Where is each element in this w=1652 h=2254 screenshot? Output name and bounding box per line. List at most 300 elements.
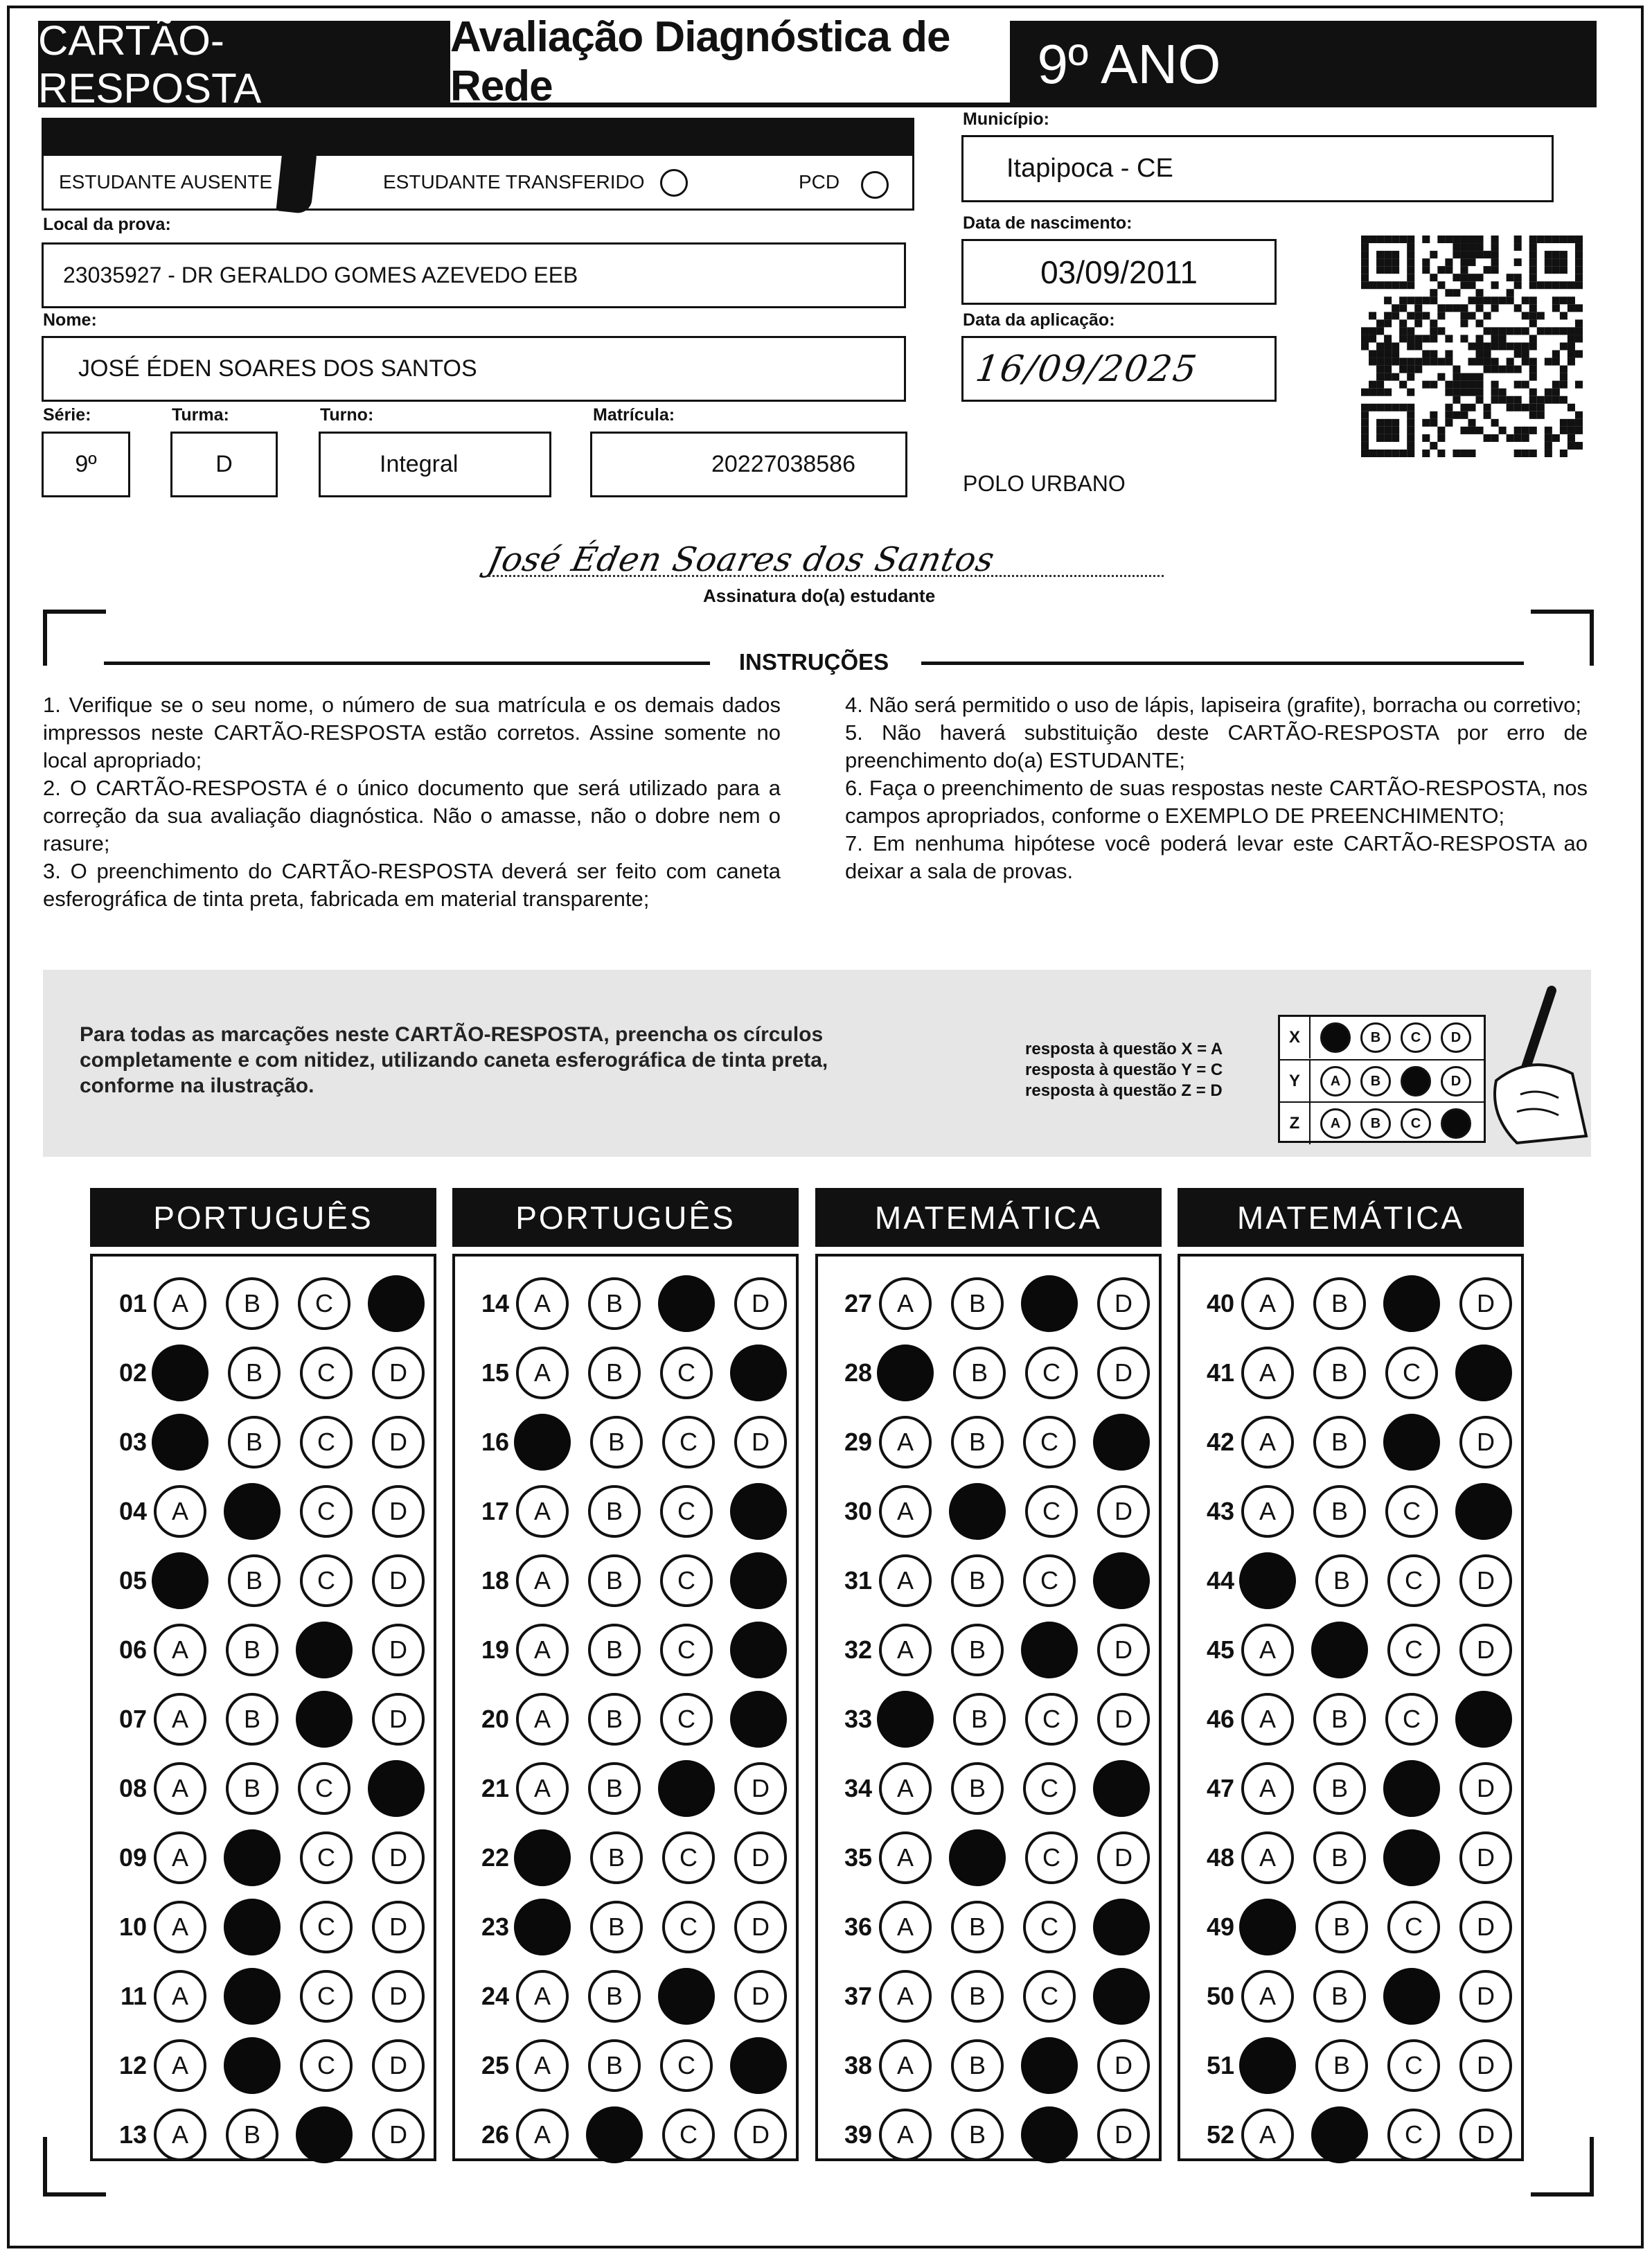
answer-bubble-c[interactable]: C	[300, 1554, 353, 1607]
answer-bubble-a[interactable]: A	[516, 1970, 569, 2023]
answer-row	[818, 1269, 1159, 1338]
answer-bubble-d[interactable]	[1093, 1414, 1150, 1471]
local-field	[42, 242, 906, 308]
answer-bubble-c[interactable]: C	[300, 1416, 353, 1468]
answer-bubble-d[interactable]: D	[1459, 1762, 1512, 1815]
instruction-item: 4. Não será permitido o uso de lápis, lapiseira (grafite), borracha ou corretivo;	[845, 693, 1582, 717]
answer-bubble-d[interactable]: D	[1097, 1347, 1150, 1399]
answer-bubble-d[interactable]: D	[1097, 1693, 1150, 1746]
answer-bubble-c[interactable]: C	[300, 1970, 353, 2023]
answer-bubble-c[interactable]	[296, 1622, 353, 1678]
question-number: 36	[844, 1913, 872, 1941]
answer-bubble-b[interactable]: B	[228, 1347, 281, 1399]
question-number: 42	[1206, 1428, 1234, 1456]
grade-title: 9º ANO	[1037, 33, 1221, 95]
answer-row	[93, 2100, 434, 2169]
answer-bubble-b[interactable]: B	[228, 1416, 281, 1468]
answer-bubble-c[interactable]: C	[662, 1416, 715, 1468]
answer-bubble-b[interactable]: B	[226, 1624, 278, 1676]
aplicacao-field	[961, 336, 1277, 402]
answer-bubble-c[interactable]: C	[1385, 1347, 1438, 1399]
answer-bubble-d[interactable]	[1455, 1345, 1512, 1401]
answer-bubble-c[interactable]: C	[1387, 1554, 1440, 1607]
answer-bubble-b[interactable]	[1311, 1622, 1368, 1678]
question-number: 12	[118, 2051, 147, 2079]
answer-row	[93, 2031, 434, 2100]
question-number: 02	[118, 1358, 147, 1387]
answer-bubble-c[interactable]: C	[662, 2109, 715, 2161]
answer-bubble-c[interactable]: C	[300, 1831, 353, 1884]
answer-bubble-a[interactable]	[152, 1414, 208, 1471]
answer-bubble-a[interactable]	[877, 1691, 934, 1748]
answer-bubble-a[interactable]	[1239, 2037, 1296, 2094]
answer-bubble-a[interactable]: A	[516, 1624, 569, 1676]
answer-row	[818, 1408, 1159, 1477]
question-number: 35	[844, 1843, 872, 1872]
answer-bubble-b[interactable]: B	[588, 1277, 641, 1330]
turma-label: Turma:	[172, 405, 229, 425]
answer-bubble-c[interactable]: C	[1025, 1485, 1078, 1538]
answer-bubble-c[interactable]: C	[1025, 1693, 1078, 1746]
answer-bubble-d[interactable]: D	[372, 1554, 425, 1607]
answer-bubble-d[interactable]: D	[372, 1624, 425, 1676]
answer-bubble-d[interactable]	[1093, 1760, 1150, 1817]
answer-row	[818, 1962, 1159, 2031]
question-number: 45	[1206, 1635, 1234, 1664]
answer-bubble-b[interactable]: B	[588, 1485, 641, 1538]
answer-bubble-d[interactable]: D	[1459, 2039, 1512, 2092]
answer-bubble-d[interactable]: D	[1459, 1277, 1512, 1330]
answer-bubble-b[interactable]: B	[588, 1970, 641, 2023]
answer-bubble-b[interactable]	[1311, 2106, 1368, 2163]
answer-bubble-c[interactable]: C	[1023, 1416, 1076, 1468]
answer-bubble-b[interactable]: B	[1313, 1277, 1366, 1330]
answer-bubble-c[interactable]	[1021, 2106, 1078, 2163]
answer-bubble-d[interactable]	[730, 1345, 787, 1401]
answer-bubble-c[interactable]: C	[1385, 1693, 1438, 1746]
answer-bubble-a[interactable]: A	[879, 1901, 932, 1953]
answer-bubble-a[interactable]	[1239, 1552, 1296, 1609]
matricula-label: Matrícula:	[593, 405, 675, 425]
answer-bubble-d[interactable]: D	[372, 1693, 425, 1746]
answer-bubble-d[interactable]	[730, 1483, 787, 1540]
answer-bubble-a[interactable]: A	[154, 1485, 206, 1538]
instruction-item: 2. O CARTÃO-RESPOSTA é o único documento que será utilizado para a correção da sua avaliação diagnóstica. Não o amasse, não o dobre nem o rasure;	[43, 776, 781, 855]
answer-bubble-a[interactable]: A	[516, 1762, 569, 1815]
answer-bubble-b[interactable]	[949, 1829, 1006, 1886]
answer-row	[1180, 1892, 1521, 1962]
answer-bubble-b[interactable]: B	[1313, 1347, 1366, 1399]
answer-bubble-b[interactable]: B	[228, 1554, 281, 1607]
answer-bubble-d[interactable]: D	[1459, 2109, 1512, 2161]
answer-row	[93, 1754, 434, 1823]
answer-bubble-d[interactable]	[1093, 1552, 1150, 1609]
answer-bubble-d[interactable]	[1093, 1968, 1150, 2025]
question-number: 22	[481, 1843, 509, 1872]
answer-bubble-b[interactable]	[949, 1483, 1006, 1540]
answer-bubble-a[interactable]: A	[879, 1624, 932, 1676]
question-number: 51	[1206, 2051, 1234, 2079]
answer-bubble-c[interactable]	[1383, 1760, 1440, 1817]
example-bubble-a	[1320, 1022, 1351, 1053]
answer-bubble-d[interactable]: D	[734, 1416, 787, 1468]
answer-bubble-a[interactable]: A	[154, 2109, 206, 2161]
answer-bubble-c[interactable]	[296, 1691, 353, 1748]
answer-bubble-c[interactable]: C	[1023, 1554, 1076, 1607]
answer-bubble-a[interactable]: A	[1241, 1693, 1294, 1746]
answer-bubble-b[interactable]: B	[951, 2109, 1004, 2161]
answer-bubble-b[interactable]: B	[226, 1277, 278, 1330]
answer-bubble-a[interactable]	[514, 1829, 571, 1886]
answer-bubble-b[interactable]: B	[953, 1693, 1006, 1746]
answer-bubble-a[interactable]: A	[1241, 1347, 1294, 1399]
answer-bubble-c[interactable]: C	[1387, 2109, 1440, 2161]
answer-bubble-d[interactable]	[368, 1760, 425, 1817]
answer-row	[818, 1685, 1159, 1754]
answer-bubble-c[interactable]	[296, 2106, 353, 2163]
answer-row	[93, 1269, 434, 1338]
answer-bubble-a[interactable]: A	[154, 1762, 206, 1815]
example-bubble-b: B	[1360, 1022, 1391, 1053]
answer-bubble-d[interactable]: D	[1097, 1831, 1150, 1884]
question-number: 29	[844, 1428, 872, 1456]
answer-bubble-c[interactable]	[658, 1968, 715, 2025]
answer-bubble-b[interactable]: B	[1313, 1485, 1366, 1538]
example-bubble-b: B	[1360, 1108, 1391, 1139]
answer-bubble-a[interactable]	[877, 1345, 934, 1401]
answer-bubble-c[interactable]	[1383, 1414, 1440, 1471]
answer-row	[818, 1546, 1159, 1615]
answer-bubble-d[interactable]: D	[734, 1970, 787, 2023]
answer-bubble-d[interactable]: D	[1097, 2109, 1150, 2161]
question-number: 41	[1206, 1358, 1234, 1387]
answer-bubble-b[interactable]	[586, 2106, 643, 2163]
answer-bubble-a[interactable]: A	[1241, 2109, 1294, 2161]
answer-bubble-c[interactable]	[658, 1275, 715, 1332]
instructions-right	[845, 691, 1588, 885]
instructions-rule-right	[921, 662, 1524, 665]
answer-bubble-b[interactable]: B	[590, 1416, 643, 1468]
answer-bubble-c[interactable]: C	[662, 1901, 715, 1953]
answer-row	[455, 1615, 796, 1685]
question-number: 11	[120, 1982, 147, 2010]
question-number: 05	[118, 1566, 147, 1595]
answer-bubble-d[interactable]: D	[372, 1831, 425, 1884]
answer-bubble-c[interactable]: C	[300, 1901, 353, 1953]
question-number: 13	[118, 2120, 147, 2149]
answer-bubble-d[interactable]: D	[372, 1970, 425, 2023]
answer-row	[818, 1615, 1159, 1685]
answer-bubble-a[interactable]: A	[879, 1277, 932, 1330]
question-number: 17	[481, 1497, 509, 1525]
answer-bubble-d[interactable]: D	[1459, 1901, 1512, 1953]
nascimento-label: Data de nascimento:	[963, 213, 1133, 233]
answer-bubble-a[interactable]: A	[1241, 1970, 1294, 2023]
example-text: Para todas as marcações neste CARTÃO-RESPOSTA, preencha os círculos completamente e com nitidez, utilizando caneta esferográfica de tinta preta, conforme na ilustração.	[80, 1023, 828, 1097]
answer-bubble-b[interactable]: B	[226, 1693, 278, 1746]
answer-bubble-d[interactable]: D	[734, 1901, 787, 1953]
question-number: 38	[844, 2051, 872, 2079]
answer-row	[455, 1408, 796, 1477]
answer-bubble-d[interactable]	[730, 1552, 787, 1609]
answer-bubble-b[interactable]	[224, 1483, 281, 1540]
local-label: Local da prova:	[43, 215, 171, 234]
answer-bubble-b[interactable]: B	[588, 1347, 641, 1399]
question-number: 01	[118, 1289, 147, 1317]
question-number: 50	[1206, 1982, 1234, 2010]
answer-bubble-d[interactable]: D	[734, 1762, 787, 1815]
answer-bubble-c[interactable]	[1383, 1275, 1440, 1332]
answer-bubble-b[interactable]: B	[951, 1901, 1004, 1953]
answer-bubble-c[interactable]	[658, 1760, 715, 1817]
answer-bubble-d[interactable]: D	[1097, 1624, 1150, 1676]
answer-row	[93, 1823, 434, 1892]
answer-bubble-b[interactable]: B	[1313, 1416, 1366, 1468]
answer-bubble-b[interactable]: B	[951, 2039, 1004, 2092]
answer-bubble-d[interactable]: D	[372, 1347, 425, 1399]
answer-row	[455, 1754, 796, 1823]
answer-bubble-d[interactable]: D	[372, 1901, 425, 1953]
nome-label: Nome:	[43, 310, 97, 330]
answer-bubble-a[interactable]: A	[516, 1554, 569, 1607]
answer-bubble-a[interactable]: A	[516, 2039, 569, 2092]
question-number: 34	[844, 1774, 872, 1802]
answer-bubble-b[interactable]: B	[1313, 1762, 1366, 1815]
question-number: 48	[1206, 1843, 1234, 1872]
answer-bubble-a[interactable]: A	[879, 1831, 932, 1884]
answer-bubble-d[interactable]: D	[1097, 1277, 1150, 1330]
answer-bubble-d[interactable]: D	[734, 2109, 787, 2161]
status-transferred-label: ESTUDANTE TRANSFERIDO	[383, 171, 645, 193]
answer-row	[1180, 1408, 1521, 1477]
answer-bubble-c[interactable]: C	[660, 2039, 713, 2092]
aplicacao-label: Data da aplicação:	[963, 310, 1115, 330]
answer-bubble-c[interactable]: C	[1387, 2039, 1440, 2092]
answer-bubble-b[interactable]: B	[953, 1347, 1006, 1399]
question-number: 16	[481, 1428, 509, 1456]
answer-bubble-d[interactable]	[730, 1622, 787, 1678]
question-number: 06	[118, 1635, 147, 1664]
question-number: 33	[844, 1705, 872, 1733]
turno-value: Integral	[380, 451, 459, 477]
answer-bubble-a[interactable]: A	[1241, 1624, 1294, 1676]
answer-bubble-a[interactable]: A	[154, 1624, 206, 1676]
answer-bubble-b[interactable]: B	[588, 1693, 641, 1746]
answer-bubble-c[interactable]: C	[660, 1554, 713, 1607]
example-question-label: Y	[1280, 1061, 1311, 1102]
answer-bubble-a[interactable]: A	[154, 1277, 206, 1330]
answer-bubble-a[interactable]: A	[154, 1693, 206, 1746]
answer-bubble-c[interactable]	[1021, 1622, 1078, 1678]
answer-bubble-c[interactable]: C	[300, 2039, 353, 2092]
answer-bubble-b[interactable]: B	[588, 1554, 641, 1607]
section-header-4: MATEMÁTICA	[1178, 1188, 1524, 1247]
turno-field	[319, 432, 551, 497]
answer-bubble-d[interactable]: D	[734, 1277, 787, 1330]
section-header-1: PORTUGUÊS	[90, 1188, 436, 1247]
answer-bubble-d[interactable]: D	[1459, 1554, 1512, 1607]
answer-row	[455, 1892, 796, 1962]
answer-bubble-b[interactable]: B	[951, 1970, 1004, 2023]
status-pcd-bubble[interactable]	[861, 171, 889, 199]
answer-bubble-d[interactable]: D	[372, 1416, 425, 1468]
question-number: 39	[844, 2120, 872, 2149]
answer-bubble-c[interactable]: C	[300, 1485, 353, 1538]
answer-bubble-b[interactable]	[224, 2037, 281, 2094]
question-number: 10	[118, 1913, 147, 1941]
serie-field	[42, 432, 130, 497]
answer-bubble-b[interactable]: B	[588, 2039, 641, 2092]
answer-bubble-c[interactable]: C	[1387, 1901, 1440, 1953]
answer-bubble-b[interactable]: B	[590, 1901, 643, 1953]
answer-bubble-d[interactable]: D	[1097, 1485, 1150, 1538]
answer-grid-4	[1178, 1254, 1524, 2161]
answer-bubble-b[interactable]: B	[1315, 1901, 1368, 1953]
answer-bubble-b[interactable]: B	[588, 1624, 641, 1676]
answer-bubble-d[interactable]: D	[1459, 1416, 1512, 1468]
answer-bubble-c[interactable]: C	[298, 1277, 350, 1330]
answer-bubble-c[interactable]: C	[1025, 1831, 1078, 1884]
answer-bubble-d[interactable]	[1455, 1691, 1512, 1748]
answer-bubble-a[interactable]: A	[879, 2109, 932, 2161]
answer-bubble-b[interactable]: B	[226, 2109, 278, 2161]
answer-bubble-a[interactable]: A	[1241, 1762, 1294, 1815]
answer-bubble-c[interactable]: C	[1023, 1762, 1076, 1815]
answer-bubble-d[interactable]: D	[1459, 1831, 1512, 1884]
answer-bubble-c[interactable]: C	[660, 1485, 713, 1538]
answer-bubble-a[interactable]: A	[1241, 1485, 1294, 1538]
polo-label: POLO URBANO	[963, 471, 1126, 496]
answer-bubble-b[interactable]	[224, 1968, 281, 2025]
question-number: 47	[1206, 1774, 1234, 1802]
answer-bubble-d[interactable]: D	[372, 2039, 425, 2092]
answer-bubble-a[interactable]: A	[879, 1970, 932, 2023]
answer-bubble-c[interactable]	[1021, 2037, 1078, 2094]
instruction-item: 7. Em nenhuma hipótese você poderá levar este CARTÃO-RESPOSTA ao deixar a sala de provas.	[845, 831, 1588, 883]
answer-bubble-b[interactable]: B	[1313, 1693, 1366, 1746]
instruction-item: 5. Não haverá substituição deste CARTÃO-RESPOSTA por erro de preenchimento do(a) ESTUDANTE;	[845, 720, 1588, 772]
answer-bubble-b[interactable]	[224, 1899, 281, 1955]
answer-bubble-b[interactable]: B	[951, 1554, 1004, 1607]
answer-bubble-c[interactable]: C	[1385, 1485, 1438, 1538]
answer-row	[93, 1477, 434, 1546]
status-absent-mark[interactable]	[276, 149, 317, 215]
answer-row	[93, 1892, 434, 1962]
answer-bubble-a[interactable]: A	[154, 2039, 206, 2092]
answer-bubble-a[interactable]	[514, 1899, 571, 1955]
answer-bubble-c[interactable]	[1021, 1275, 1078, 1332]
example-bubble-a: A	[1320, 1108, 1351, 1139]
pen-hand-illustration	[1455, 977, 1593, 1150]
answer-bubble-c[interactable]: C	[662, 1831, 715, 1884]
answer-bubble-b[interactable]: B	[588, 1762, 641, 1815]
answer-bubble-a[interactable]: A	[1241, 1416, 1294, 1468]
answer-bubble-d[interactable]	[1093, 1899, 1150, 1955]
answer-row	[455, 1269, 796, 1338]
answer-bubble-d[interactable]: D	[372, 1485, 425, 1538]
answer-bubble-b[interactable]: B	[1315, 2039, 1368, 2092]
answer-bubble-a[interactable]: A	[879, 1762, 932, 1815]
answer-row	[93, 1546, 434, 1615]
answer-bubble-c[interactable]: C	[1023, 1901, 1076, 1953]
answer-bubble-d[interactable]	[730, 1691, 787, 1748]
answer-grid-2	[452, 1254, 799, 2161]
nascimento-field	[961, 239, 1277, 305]
answer-bubble-b[interactable]: B	[951, 1277, 1004, 1330]
question-number: 15	[481, 1358, 509, 1387]
answer-bubble-d[interactable]: D	[1459, 1970, 1512, 2023]
answer-bubble-a[interactable]: A	[154, 1970, 206, 2023]
answer-bubble-d[interactable]	[730, 2037, 787, 2094]
answer-bubble-a[interactable]: A	[879, 1554, 932, 1607]
example-question-label: X	[1280, 1017, 1311, 1058]
serie-label: Série:	[43, 405, 91, 425]
answer-bubble-c[interactable]: C	[1387, 1624, 1440, 1676]
answer-bubble-b[interactable]: B	[590, 1831, 643, 1884]
answer-bubble-b[interactable]: B	[951, 1416, 1004, 1468]
status-transferred-bubble[interactable]	[660, 169, 688, 197]
example-legend-y: resposta à questão Y = C	[1025, 1061, 1223, 1079]
answer-bubble-a[interactable]: A	[1241, 1277, 1294, 1330]
answer-row	[455, 1962, 796, 2031]
answer-bubble-c[interactable]	[1383, 1829, 1440, 1886]
answer-bubble-a[interactable]	[1239, 1899, 1296, 1955]
answer-bubble-c[interactable]: C	[1023, 1970, 1076, 2023]
turno-label: Turno:	[320, 405, 374, 425]
question-number: 44	[1206, 1566, 1234, 1595]
answer-bubble-d[interactable]	[1455, 1483, 1512, 1540]
answer-bubble-a[interactable]: A	[154, 1901, 206, 1953]
answer-bubble-c[interactable]: C	[298, 1762, 350, 1815]
answer-bubble-b[interactable]: B	[1313, 1970, 1366, 2023]
answer-bubble-a[interactable]: A	[879, 2039, 932, 2092]
answer-bubble-c[interactable]: C	[1025, 1347, 1078, 1399]
answer-bubble-a[interactable]: A	[516, 2109, 569, 2161]
answer-bubble-b[interactable]: B	[951, 1762, 1004, 1815]
answer-bubble-a[interactable]: A	[516, 1277, 569, 1330]
answer-bubble-d[interactable]: D	[734, 1831, 787, 1884]
answer-bubble-d[interactable]: D	[1459, 1624, 1512, 1676]
question-number: 18	[481, 1566, 509, 1595]
question-number: 08	[118, 1774, 147, 1802]
answer-bubble-b[interactable]: B	[1315, 1554, 1368, 1607]
answer-bubble-c[interactable]: C	[660, 1624, 713, 1676]
answer-bubble-d[interactable]	[368, 1275, 425, 1332]
answer-bubble-c[interactable]: C	[660, 1693, 713, 1746]
answer-bubble-c[interactable]	[1383, 1968, 1440, 2025]
answer-bubble-b[interactable]: B	[1313, 1831, 1366, 1884]
answer-bubble-b[interactable]: B	[226, 1762, 278, 1815]
answer-bubble-a[interactable]	[152, 1552, 208, 1609]
answer-bubble-a[interactable]	[514, 1414, 571, 1471]
answer-bubble-b[interactable]: B	[951, 1624, 1004, 1676]
answer-bubble-a[interactable]: A	[516, 1693, 569, 1746]
answer-bubble-a[interactable]: A	[154, 1831, 206, 1884]
answer-bubble-a[interactable]: A	[1241, 1831, 1294, 1884]
answer-bubble-b[interactable]	[224, 1829, 281, 1886]
answer-bubble-c[interactable]: C	[660, 1347, 713, 1399]
answer-bubble-c[interactable]: C	[300, 1347, 353, 1399]
answer-bubble-a[interactable]	[152, 1345, 208, 1401]
answer-bubble-d[interactable]: D	[1097, 2039, 1150, 2092]
example-bubble-c: C	[1401, 1108, 1431, 1139]
answer-bubble-a[interactable]: A	[516, 1485, 569, 1538]
card-label: CARTÃO-RESPOSTA	[38, 17, 262, 112]
answer-bubble-a[interactable]: A	[879, 1485, 932, 1538]
answer-bubble-a[interactable]: A	[516, 1347, 569, 1399]
answer-bubble-d[interactable]: D	[372, 2109, 425, 2161]
answer-bubble-a[interactable]: A	[879, 1416, 932, 1468]
